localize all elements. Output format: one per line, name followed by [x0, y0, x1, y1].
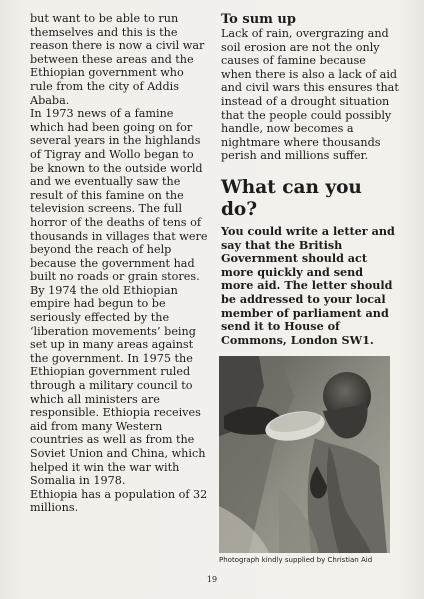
- paragraph-civil-war: but want to be able to run themselves and this is the reason there is now a civil war between these areas and the Ethiopian government who rule from the city of Addis Ababa.: [30, 12, 205, 107]
- photo-illustration: [219, 356, 390, 553]
- right-column: [221, 12, 399, 347]
- left-column: [30, 12, 210, 515]
- page-number: 19: [206, 575, 218, 584]
- photo-caption: Photograph kindly supplied by Christian Aid: [219, 556, 373, 564]
- sum-up-heading: To sum up: [221, 12, 296, 27]
- paragraph-famine-1973: In 1973 news of a famine which had been going on for several years in the highlands of Tigray and Wollo began to be known to the outside world and we eventually saw the result of this famine on the television screens. The full horror of the deaths of tens of thousands in villages that were beyond the reach of help because the government had built no roads or grain stores.: [30, 107, 208, 284]
- photo-child-eating: [219, 356, 390, 553]
- sum-up-text: Lack of rain, overgrazing and soil erosion are not the only causes of famine because when there is also a lack of aid and civil wars this ensures that instead of a drought situation that the people could possibly handle, now becomes a nightmare where thousands perish and millions suffer.: [221, 27, 399, 163]
- what-can-you-do-heading: What can you do?: [221, 176, 362, 220]
- paragraph-empire-1974: By 1974 the old Ethiopian empire had begun to be seriously effected by the ‘liberation movements’ being set up in many areas against the government. In 1975 the Ethiopian government ruled through a military council to which all ministers are responsible. Ethiopia receives aid from many Western countries as well as from the Soviet Union and China, which helped it win the war with Somalia in 1978.: [30, 283, 206, 488]
- what-can-you-do-text: You could write a letter and say that the British Government should act more quickly and send more aid. The letter should be addressed to your local member of parliament and send it to House of Commons, London SW1.: [221, 223, 395, 347]
- paragraph-population: Ethiopia has a population of 32 millions.: [30, 487, 208, 515]
